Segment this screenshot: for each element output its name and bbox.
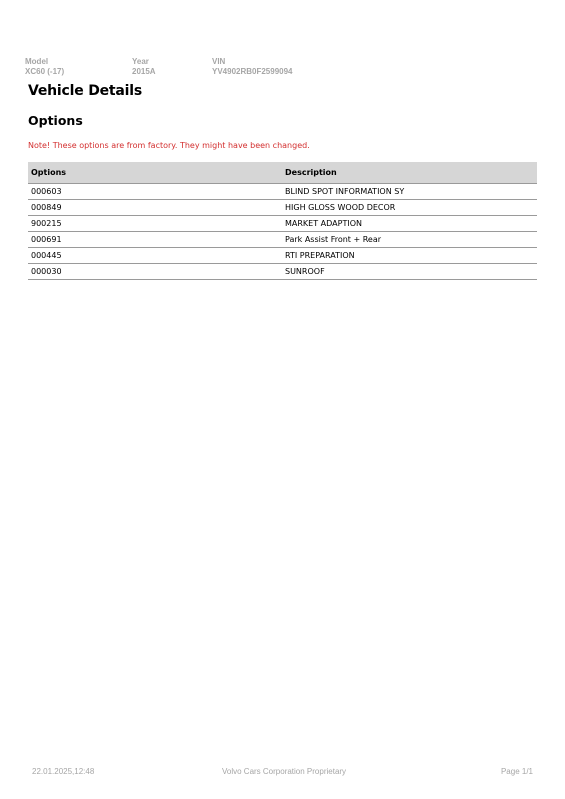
option-description: BLIND SPOT INFORMATION SY [282,184,537,200]
option-description: RTI PREPARATION [282,248,537,264]
column-header-description: Description [282,162,537,184]
option-code: 000603 [28,184,282,200]
factory-note: Note! These options are from factory. They might have been changed. [28,141,310,150]
table-row [28,184,537,200]
model-info [25,57,64,77]
option-description: HIGH GLOSS WOOD DECOR [282,200,537,216]
option-code: 000849 [28,200,282,216]
option-description: SUNROOF [282,264,537,280]
table-row [28,232,537,248]
option-code: 900215 [28,216,282,232]
footer-proprietary: Volvo Cars Corporation Proprietary [222,767,347,776]
table-row [28,248,537,264]
section-title-options: Options [28,113,83,128]
year-label: Year [132,57,149,66]
option-code: 000691 [28,232,282,248]
vin-value: YV4902RB0F2599094 [212,67,293,76]
table-header-row [28,162,537,184]
model-label: Model [25,57,49,66]
option-code: 000445 [28,248,282,264]
vin-label: VIN [212,57,226,66]
column-header-options: Options [28,162,282,184]
options-table [28,162,537,280]
model-value: XC60 (-17) [25,67,65,76]
option-description: Park Assist Front + Rear [282,232,537,248]
vin-info [212,57,293,77]
year-info [132,57,156,77]
option-description: MARKET ADAPTION [282,216,537,232]
table-row [28,216,537,232]
table-row [28,200,537,216]
table-row [28,264,537,280]
footer-timestamp: 22.01.2025,12:48 [32,767,95,776]
option-code: 000030 [28,264,282,280]
page-title: Vehicle Details [28,83,142,99]
year-value: 2015A [132,67,156,76]
footer-page-number: Page 1/1 [500,767,533,776]
